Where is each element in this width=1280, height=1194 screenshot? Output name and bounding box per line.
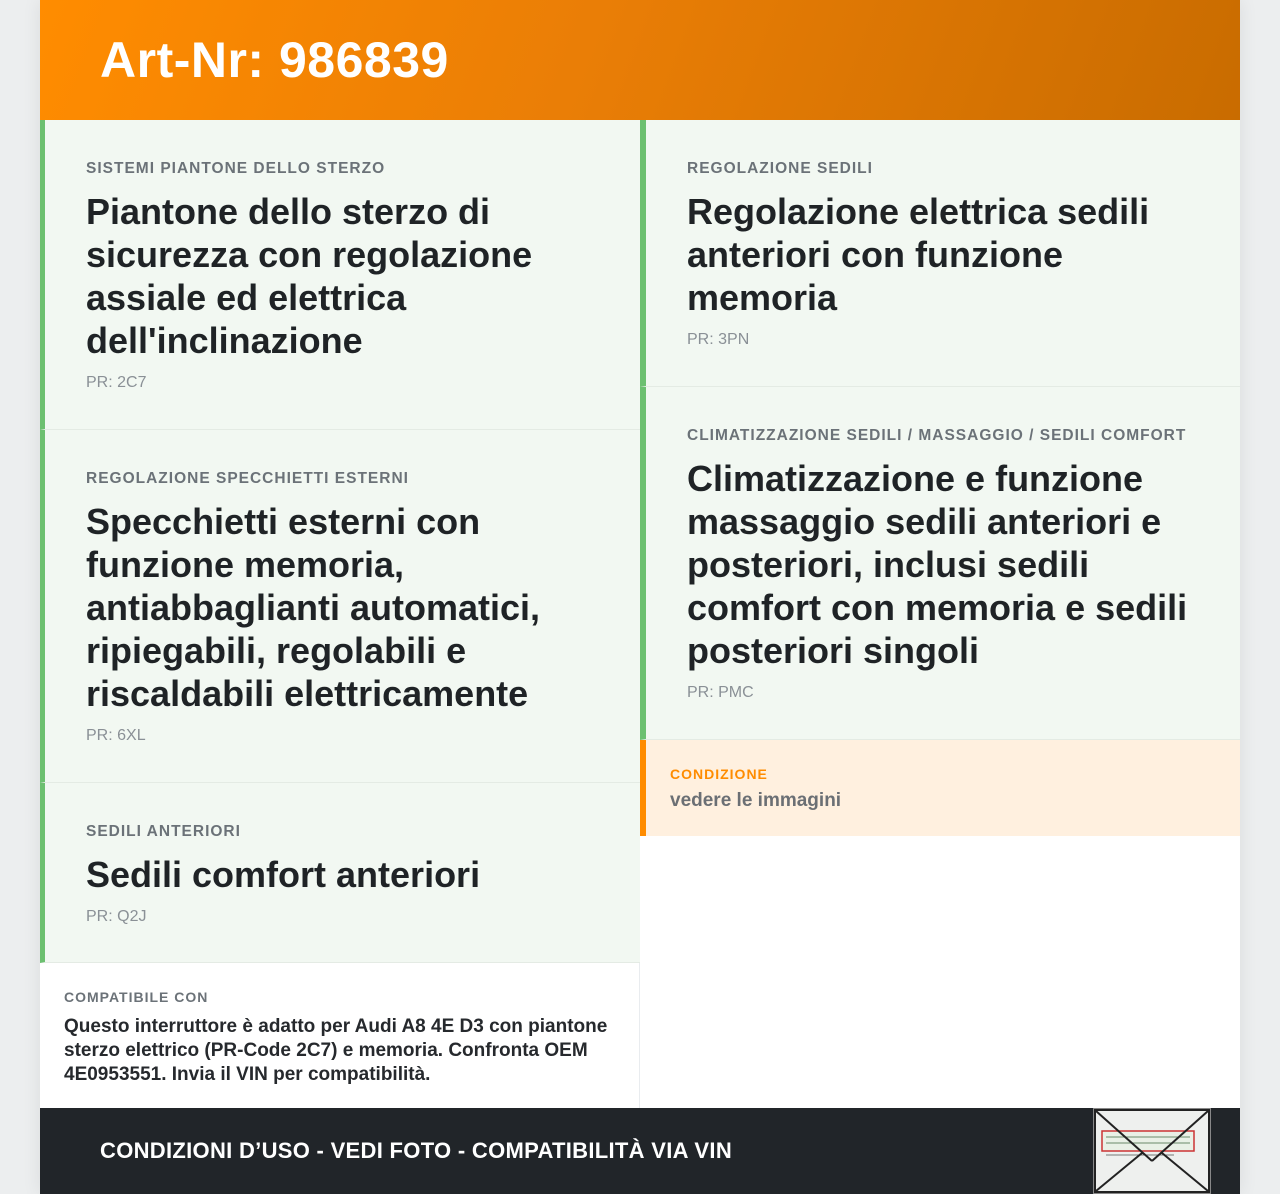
footer-bar	[40, 1108, 1240, 1194]
left-column	[40, 120, 640, 1085]
condition-value: vedere le immagini	[670, 790, 842, 811]
pr-code: PR: 3PN	[687, 331, 750, 348]
feature-card	[640, 387, 1240, 740]
feature-category: REGOLAZIONE SEDILI	[687, 160, 873, 177]
pr-code: PR: 2C7	[86, 374, 147, 391]
compatibility-label: COMPATIBILE CON	[64, 989, 209, 1005]
feature-title: Piantone dello sterzo di sicurezza con regolazione assiale ed elettrica dell'inclinazione	[86, 191, 533, 361]
pr-code: PR: Q2J	[86, 908, 147, 925]
feature-category: SISTEMI PIANTONE DELLO STERZO	[86, 160, 386, 177]
feature-title: Regolazione elettrica sedili anteriori con funzione memoria	[687, 191, 1150, 318]
condition-box	[640, 740, 1240, 836]
feature-card	[640, 120, 1240, 387]
envelope-stamp-icon[interactable]	[1093, 1108, 1211, 1194]
feature-title: Specchietti esterni con funzione memoria, antiabbaglianti automatici, ripiegabili, regolabili e riscaldabili elettricamente	[86, 501, 541, 714]
feature-title: Climatizzazione e funzione massaggio sedili anteriori e posteriori, inclusi sedili comfort con memoria e sedili posteriori singoli	[687, 458, 1188, 671]
article-number-title: Art-Nr: 986839	[100, 32, 449, 88]
feature-card	[40, 783, 640, 963]
feature-grid	[40, 120, 1240, 1108]
feature-category: REGOLAZIONE SPECCHIETTI ESTERNI	[86, 470, 409, 487]
feature-category: CLIMATIZZAZIONE SEDILI / MASSAGGIO / SEDILI COMFORT	[687, 427, 1187, 444]
footer-text: CONDIZIONI D’USO - VEDI FOTO - COMPATIBILITÀ VIA VIN	[100, 1138, 733, 1163]
condition-label: CONDIZIONE	[670, 766, 768, 782]
compatibility-text: Questo interruttore è adatto per Audi A8 4E D3 con piantone sterzo elettrico (PR-Code 2C7) e memoria. Confronta OEM 4E0953551. Invia il VIN per compatibilità.	[64, 1016, 608, 1085]
pr-code: PR: 6XL	[86, 727, 146, 744]
compatibility-section	[40, 963, 640, 1108]
feature-card	[40, 430, 640, 783]
right-column	[640, 120, 1240, 811]
feature-card	[40, 120, 640, 430]
feature-category: SEDILI ANTERIORI	[86, 823, 241, 840]
header-banner	[40, 0, 1240, 120]
product-page	[40, 0, 1240, 1194]
feature-title: Sedili comfort anteriori	[86, 854, 481, 895]
pr-code: PR: PMC	[687, 684, 754, 701]
